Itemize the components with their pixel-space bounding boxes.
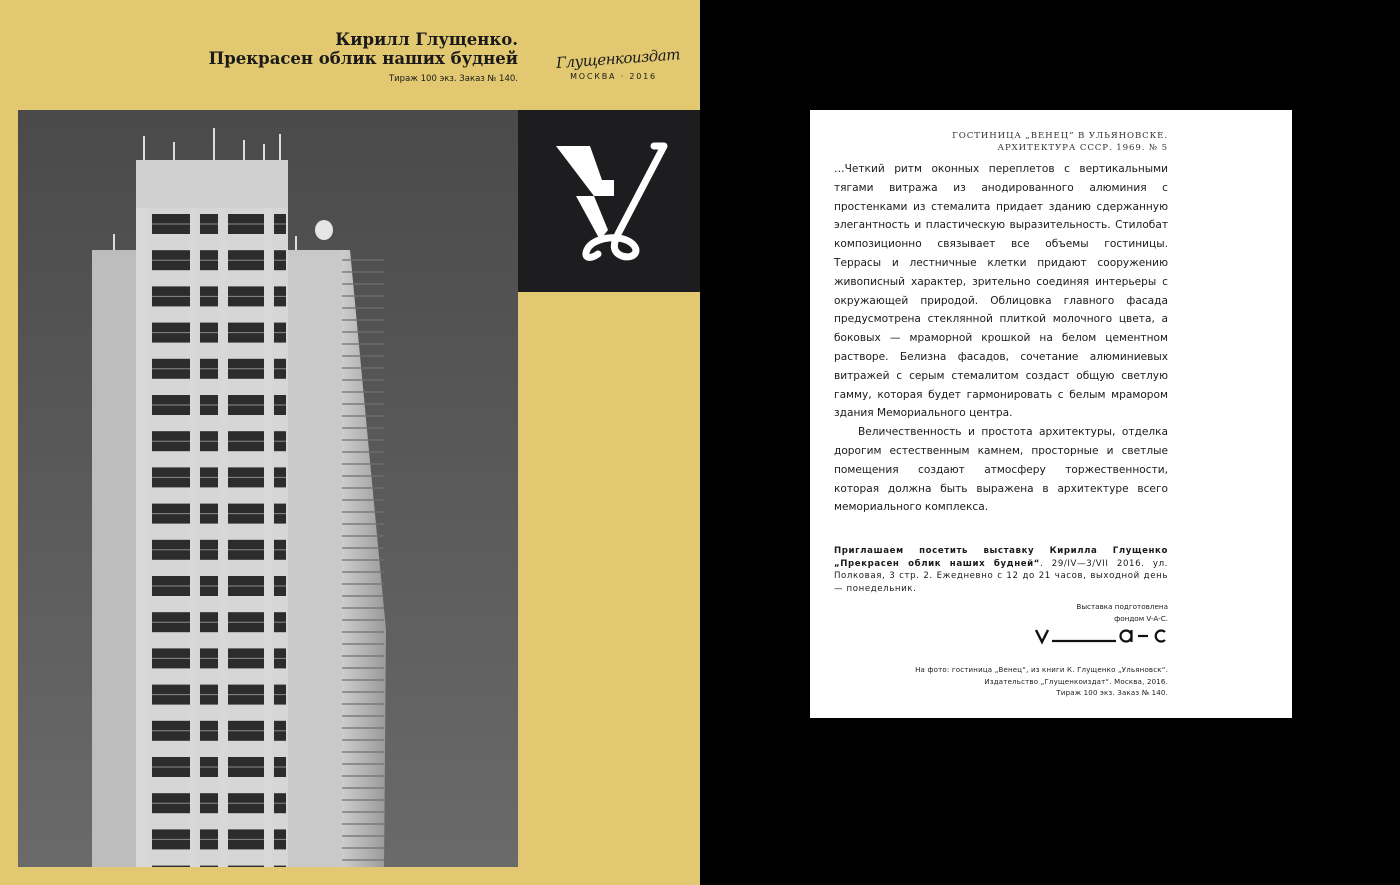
prepared-line-1: Выставка подготовлена: [1076, 602, 1168, 611]
credit-line-2: Издательство „Глущенкоиздат“. Москва, 2016.: [984, 677, 1168, 686]
prepared-line-2: фондом V-A-C.: [1114, 613, 1168, 623]
hotel-tower-photo: [18, 110, 518, 867]
invite-details: . 29/IV—3/VII 2016. ул. Полковая, 3 стр. 2. Ежедневно с 12 до 21 часов, выходной день — понедельник.: [834, 558, 1168, 594]
cover-title: [209, 30, 518, 68]
source-caption: [952, 130, 1168, 154]
tower-window: [152, 866, 190, 867]
v-loop-monogram-icon: [518, 110, 700, 292]
source-line-1: ГОСТИНИЦА „ВЕНЕЦ“ В УЛЬЯНОВСКЕ.: [952, 131, 1168, 141]
tower-window: [200, 866, 218, 867]
publisher-city-year: МОСКВА · 2016: [570, 72, 657, 81]
tower-window: [274, 866, 286, 867]
publisher-logo: [555, 45, 681, 81]
cover-logo-block: [518, 110, 700, 292]
photo-illustration: [18, 110, 518, 867]
credit-line-3: Тираж 100 экз. Заказ № 140.: [1056, 689, 1168, 698]
v-a-c-logo-mark: [1034, 625, 1168, 647]
article-text: [834, 160, 1168, 517]
tower-window: [228, 866, 264, 867]
paragraph-2: Величественность и простота архитектуры, отделка дорогим естественным камнем, просторные и светлые помещения создают атмосферу торжественности, которая должна быть выражена в архитектуре всего мемориального комплекса.: [834, 426, 1168, 514]
exhibition-invitation: [834, 545, 1168, 595]
prepared-by: [1076, 601, 1168, 624]
photo-credit: [915, 665, 1168, 700]
cover-author: Кирилл Глущенко.: [335, 30, 518, 49]
source-line-2: АРХИТЕКТУРА СССР. 1969. № 5: [997, 143, 1168, 153]
credit-line-1: На фото: гостиница „Венец“, из книги К. Глущенко „Ульяновск“.: [915, 666, 1168, 674]
text-page: [810, 110, 1292, 718]
paragraph-1: …Четкий ритм оконных переплетов с вертикальными тягами витража из анодированного алюминия с простенками из стемалита придает зданию сдержанную элегантность и пластическую выразительность. Стилобат композиционно связывает все объемы гостиницы. Террасы и лестничные клетки придают сооружению живописный характер, зрительно соединяя интерьеры с окружающей природой. Облицовка главного фасада предусмотрена стеклянной плиткой молочного цвета, а боковых — мраморной крошкой на белом цементном растворе. Белизна фасадов, сочетание алюминиевых витражей с серым стемалитом создаст общую светлую гамму, которая будет гармонировать с белым мрамором здания Мемориального центра.: [834, 163, 1168, 420]
invite-bold-text: Приглашаем посетить выставку Кирилла Глущенко „Прекрасен облик наших будней“: [834, 546, 1168, 569]
v-a-c-logo: [1034, 625, 1168, 647]
cover-book-title: Прекрасен облик наших будней: [208, 49, 518, 68]
publisher-script-name: Глущенкоиздат: [555, 45, 681, 72]
cover-edition-info: Тираж 100 экз. Заказ № 140.: [388, 74, 518, 84]
